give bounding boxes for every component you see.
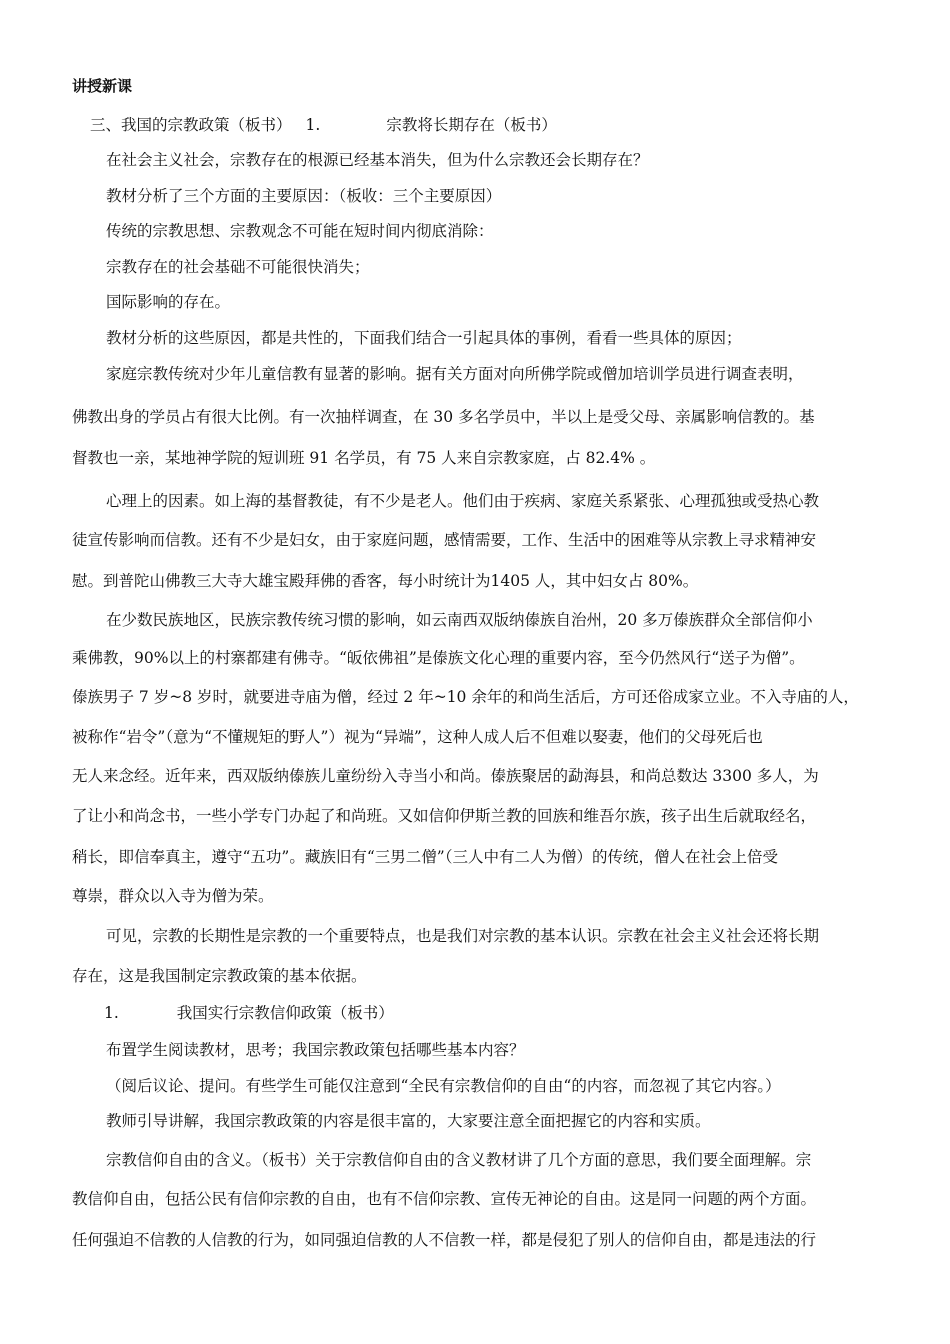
paragraph-line: 教材分析了三个方面的主要原因：（板收：三个主要原因） [106, 187, 502, 205]
paragraph-line: 任何强迫不信教的人信教的行为，如同强迫信教的人不信教一样，都是侵犯了别人的信仰自由，都是违法的行 [72, 1231, 817, 1249]
paragraph-line: 布置学生阅读教材，思考；我国宗教政策包括哪些基本内容？ [106, 1041, 525, 1059]
paragraph-line: 了让小和尚念书，一些小学专门办起了和尚班。又如信仰伊斯兰教的回族和维吾尔族，孩子出生后就取经名， [72, 807, 817, 825]
paragraph-line: 心理上的因素。如上海的基督教徒，有不少是老人。他们由于疾病、家庭关系紧张、心理孤独或受热心教 [106, 492, 820, 510]
paragraph-line: 慰。到普陀山佛教三大寺大雄宝殿拜佛的香客，每小时统计为1405 人，其中妇女占 80%。 [72, 572, 699, 590]
paragraph-line: 国际影响的存在。 [106, 293, 231, 311]
section-title-line [90, 115, 557, 135]
paragraph-line: 佛教出身的学员占有很大比例。有一次抽样调查，在 30 多名学员中，半以上是受父母、亲属影响信教的。基 [72, 408, 815, 426]
paragraph-line: 在少数民族地区，民族宗教传统习惯的影响，如云南西双版纳傣族自治州，20 多万傣族群众全部信仰小 [106, 611, 813, 629]
paragraph-line: 宗教信仰自由的含义。（板书）关于宗教信仰自由的含义教材讲了几个方面的意思，我们要全面理解。宗 [106, 1151, 812, 1169]
item1-text: 宗教将长期存在（板书） [386, 116, 557, 134]
paragraph-line: 尊崇，群众以入寺为僧为荣。 [72, 887, 274, 905]
paragraph-line: 传统的宗教思想、宗教观念不可能在短时间内彻底消除： [106, 222, 494, 240]
paragraph-line: 稍长，即信奉真主，遵守“五功”。藏族旧有“三男二僧”（三人中有二人为僧）的传统，僧人在社会上倍受 [72, 848, 778, 866]
paragraph-line: 无人来念经。近年来，西双版纳傣族儿童纷纷入寺当小和尚。傣族聚居的勐海县，和尚总数达 3300 多人，为 [72, 767, 819, 785]
paragraph-line: 教材分析的这些原因，都是共性的，下面我们结合一引起具体的事例，看看一些具体的原因； [106, 329, 742, 347]
paragraph-line: 宗教存在的社会基础不可能很快消失； [106, 258, 370, 276]
item2-text: 我国实行宗教信仰政策（板书） [176, 1004, 394, 1022]
paragraph-line: 可见，宗教的长期性是宗教的一个重要特点，也是我们对宗教的基本认识。宗教在社会主义社会还将长期 [106, 927, 820, 945]
paragraph-line: 教师引导讲解，我国宗教政策的内容是很丰富的，大家要注意全面把握它的内容和实质。 [106, 1112, 711, 1130]
paragraph-line: 被称作“岩令”（意为“不懂规矩的野人”）视为“异端”，这种人成人后不但难以娶妻，他们的父母死后也 [72, 728, 763, 746]
page-heading: 讲授新课 [72, 77, 133, 95]
paragraph-line: 乘佛教，90%以上的村寨都建有佛寺。“皈依佛祖”是傣族文化心理的重要内容，至今仍然风行“送子为僧”。 [72, 649, 805, 667]
item1-number: 1. [305, 116, 321, 134]
paragraph-line: 徒宣传影响而信教。还有不少是妇女，由于家庭问题，感情需要，工作、生活中的困难等从宗教上寻求精神安 [72, 531, 817, 549]
paragraph-line: 教信仰自由，包括公民有信仰宗教的自由，也有不信仰宗教、宣传无神论的自由。这是同一问题的两个方面。 [72, 1190, 817, 1208]
paragraph-line: 督教也一亲，某地神学院的短训班 91 名学员，有 75 人来自宗教家庭，占 82.4% 。 [72, 449, 656, 467]
section-title: 三、我国的宗教政策（板书） [90, 116, 292, 134]
paragraph-line: （阅后议论、提问。有些学生可能仅注意到“全民有宗教信仰的自由“的内容，而忽视了其它内容。） [106, 1077, 781, 1095]
item2-line [104, 1003, 394, 1023]
paragraph-line: 存在，这是我国制定宗教政策的基本依据。 [72, 967, 367, 985]
item2-number: 1. [104, 1004, 119, 1022]
paragraph-line: 在社会主义社会，宗教存在的根源已经基本消失，但为什么宗教还会长期存在？ [106, 151, 649, 169]
paragraph-line: 傣族男子 7 岁~8 岁时，就要进寺庙为僧，经过 2 年~10 余年的和尚生活后，方可还俗成家立业。不入寺庙的人， [72, 688, 859, 706]
paragraph-line: 家庭宗教传统对少年儿童信教有显著的影响。据有关方面对向所佛学院或僧加培训学员进行调查表明， [106, 365, 804, 383]
